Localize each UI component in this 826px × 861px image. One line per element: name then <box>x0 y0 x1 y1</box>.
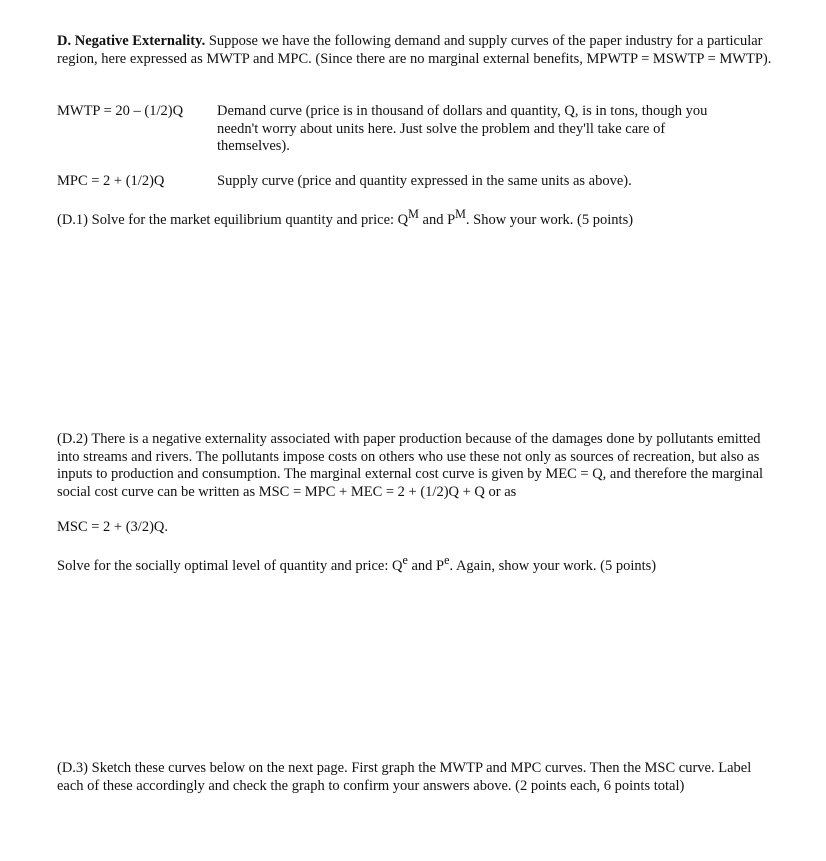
question-d1-text-before: (D.1) Solve for the market equilibrium quantity and price: Q <box>57 211 409 228</box>
question-d1-text-after: . Show your work. (5 points) <box>465 211 634 228</box>
supply-description: Supply curve (price and quantity expressed in the same units as above). <box>217 173 632 189</box>
demand-equation: MWTP = 20 – (1/2)Q <box>57 103 184 119</box>
intro-paragraph <box>57 33 787 68</box>
supply-row <box>57 173 787 191</box>
question-d2-solve-text-after: . Again, show your work. (5 points) <box>449 557 657 574</box>
demand-description: Demand curve (price is in thousand of dollars and quantity, Q, is in tons, though you needn't worry about units here. Just solve the problem and they'll take care of themselves). <box>217 103 708 154</box>
section-heading: D. Negative Externality. <box>57 33 206 49</box>
question-d2-solve-text-mid: and P <box>407 557 445 574</box>
question-d1 <box>57 206 787 229</box>
demand-row <box>57 103 787 157</box>
question-d1-text-mid: and P <box>418 211 456 228</box>
question-d1-sup-p: M <box>455 207 466 221</box>
question-d3: (D.3) Sketch these curves below on the next page. First graph the MWTP and MPC curves. Then the MSC curve. Label each of these accordingly and check the graph to confirm your answers above. (2 points each, 6 points total) <box>57 760 752 794</box>
supply-equation: MPC = 2 + (1/2)Q <box>57 173 165 189</box>
intro-text: Suppose we have the following demand and supply curves of the paper industry for a particular region, here expressed as MWTP and MPC. (Since there are no marginal external benefits, MPWTP = MSWTP = MWTP). <box>57 33 772 67</box>
msc-equation: MSC = 2 + (3/2)Q. <box>57 519 169 535</box>
question-d2-solve-text-before: Solve for the socially optimal level of quantity and price: Q <box>57 557 403 574</box>
question-d2-sup-q: e <box>402 553 408 567</box>
question-d1-sup-q: M <box>408 207 419 221</box>
question-d2-sup-p: e <box>444 553 450 567</box>
question-d2-solve <box>57 552 787 575</box>
question-d2: (D.2) There is a negative externality associated with paper production because of the damages done by pollutants emitted into streams and rivers. The pollutants impose costs on others who use these not only as sources of recreation, but also as inputs to production and consumption. The marginal external cost curve is given by MEC = Q, and therefore the marginal social cost curve can be written as MSC = MPC + MEC = 2 + (1/2)Q + Q or as <box>57 431 764 500</box>
